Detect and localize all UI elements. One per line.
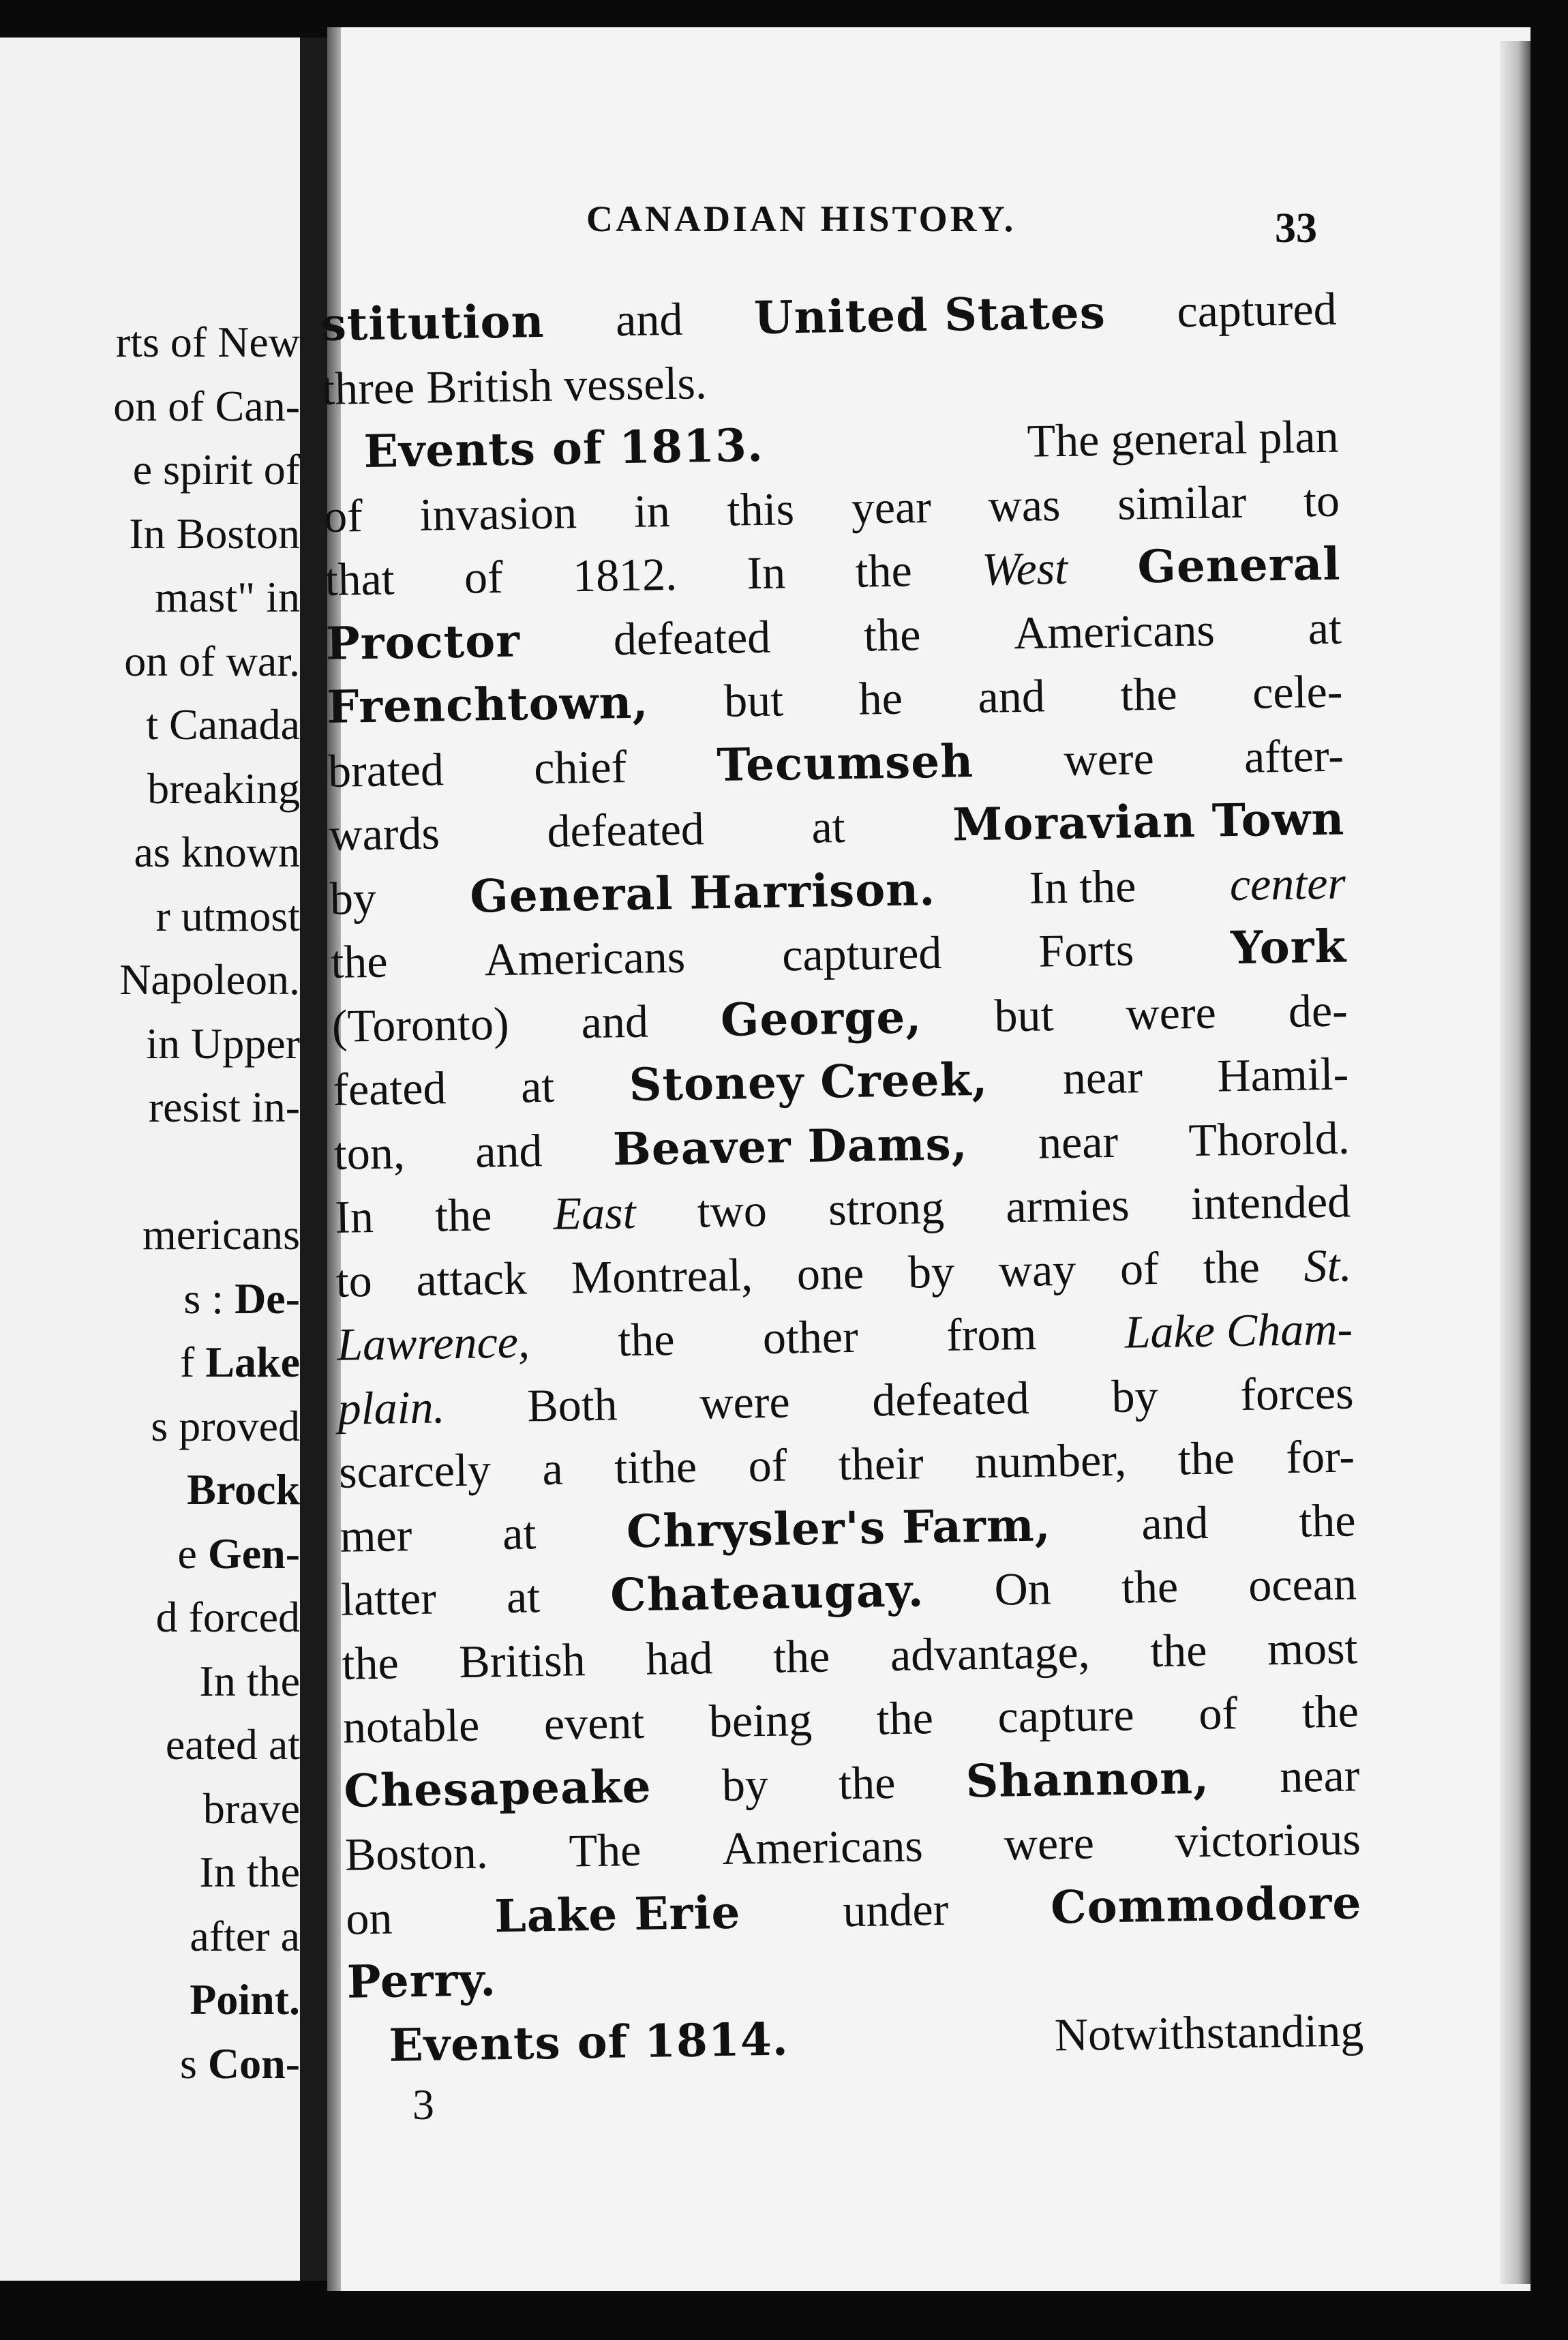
page-edge — [1500, 41, 1531, 2284]
italic-term: Lawrence, — [336, 1315, 530, 1370]
left-line-text: In Boston — [129, 509, 300, 558]
left-line-text: r utmost — [155, 891, 300, 940]
bold-term: Moravian Town — [952, 792, 1345, 852]
left-line-text: s proved — [151, 1401, 300, 1450]
word: Montreal, — [571, 1248, 753, 1303]
bold-term: Perry. — [346, 1953, 497, 2009]
left-line-text: e — [177, 1529, 208, 1578]
bold-term: Events of 1813. — [363, 418, 764, 479]
word: and — [615, 292, 683, 346]
bold-term: General Harrison. — [469, 862, 936, 923]
word: at — [502, 1506, 537, 1559]
word: being — [708, 1693, 813, 1747]
left-page-line — [0, 1139, 300, 1203]
signature-mark: 3 — [412, 2080, 434, 2129]
left-page-line — [0, 438, 300, 502]
word: on — [345, 1891, 393, 1945]
word: the — [1121, 1560, 1179, 1613]
bold-term: Commodore — [1050, 1875, 1362, 1934]
word: defeated — [871, 1371, 1030, 1426]
word: the — [330, 935, 389, 988]
word: the — [1119, 668, 1178, 721]
left-line-text: in Upper — [146, 1019, 300, 1068]
bold-term: Beaver Dams, — [612, 1116, 969, 1175]
word: Thorold. — [1188, 1111, 1351, 1166]
word: year — [851, 480, 932, 534]
word: British — [458, 1633, 586, 1687]
word: to — [335, 1254, 373, 1307]
left-page-line — [0, 1585, 300, 1649]
word: event — [543, 1696, 645, 1750]
left-page-line — [0, 1904, 300, 1968]
word: were — [1004, 1816, 1095, 1870]
word: for- — [1285, 1430, 1355, 1483]
word: after- — [1243, 729, 1344, 783]
word: were — [1125, 986, 1217, 1040]
left-page-line — [0, 1968, 300, 2032]
word: the — [617, 1313, 676, 1366]
left-page-line — [0, 1777, 300, 1841]
left-page-line — [0, 310, 300, 374]
word: and — [1141, 1496, 1209, 1549]
left-line-bold-text: Gen- — [207, 1529, 300, 1578]
word: their — [838, 1437, 924, 1490]
bold-term: Chesapeake — [343, 1759, 652, 1818]
word: de- — [1288, 983, 1348, 1037]
left-line-bold-text: Brock — [187, 1465, 300, 1514]
left-line-bold-text: De- — [235, 1274, 300, 1323]
word: victorious — [1175, 1812, 1361, 1867]
left-line-text: f — [180, 1338, 206, 1386]
word: to — [1303, 474, 1340, 526]
word: the — [434, 1188, 492, 1242]
left-line-text: s — [179, 2039, 208, 2088]
left-page-line — [0, 374, 300, 438]
left-line-text: t Canada — [146, 700, 300, 749]
word: Americans — [721, 1819, 924, 1875]
left-line-text: as known — [134, 828, 300, 876]
word: tithe — [614, 1440, 697, 1494]
word: intended — [1190, 1175, 1351, 1230]
word: latter — [340, 1572, 437, 1625]
italic-term: center — [1229, 856, 1346, 910]
word: defeated — [613, 610, 771, 665]
left-line-bold-text: Point. — [190, 1975, 300, 2024]
bold-term: Proctor — [325, 613, 521, 670]
word: the — [1177, 1432, 1235, 1485]
word: were — [699, 1375, 791, 1428]
left-line-text: on of Can- — [113, 381, 300, 430]
bold-term: George, — [720, 989, 922, 1047]
word: the — [1301, 1685, 1359, 1738]
bold-term: Stoney Creek, — [629, 1052, 989, 1112]
bold-term: General — [1136, 537, 1342, 594]
left-page-line — [0, 1330, 300, 1394]
bold-term: Events of 1814. — [388, 2012, 789, 2072]
word: wards — [328, 807, 440, 860]
italic-term: plain. — [337, 1380, 446, 1435]
left-page — [0, 38, 300, 2281]
word: near — [1038, 1115, 1119, 1169]
left-line-text: breaking — [147, 764, 300, 813]
word: had — [645, 1631, 713, 1685]
word: of — [323, 489, 363, 542]
word: the — [772, 1630, 830, 1683]
word: In — [746, 546, 786, 599]
word: near — [1062, 1051, 1143, 1105]
word: by — [721, 1758, 769, 1811]
word: at — [520, 1060, 555, 1113]
word: way — [998, 1243, 1076, 1297]
word: of — [464, 550, 504, 603]
italic-term: Lake Cham- — [1124, 1302, 1353, 1358]
word: of — [1119, 1242, 1160, 1295]
word: ton, — [333, 1126, 406, 1180]
word: feated — [332, 1062, 447, 1115]
word: Americans — [483, 930, 686, 986]
left-line-text: In the — [199, 1656, 300, 1705]
word: On — [994, 1562, 1052, 1615]
word: by — [1111, 1369, 1159, 1422]
word: the — [876, 1692, 934, 1745]
word: In the — [1029, 859, 1136, 914]
word: the — [1202, 1240, 1261, 1293]
word: Forts — [1038, 923, 1134, 977]
word: the — [838, 1756, 896, 1809]
word: under — [842, 1882, 949, 1936]
bold-term: United States — [753, 285, 1106, 345]
left-page-line — [0, 948, 300, 1012]
word: forces — [1239, 1366, 1355, 1420]
word: at — [1308, 601, 1342, 654]
left-page-line — [0, 2032, 300, 2096]
left-page-line — [0, 565, 300, 629]
word: that — [325, 552, 395, 605]
left-line-text: e spirit of — [132, 445, 300, 494]
word: Americans — [1013, 603, 1216, 659]
left-page-line — [0, 1267, 300, 1331]
word: mer — [340, 1508, 412, 1562]
word: capture — [997, 1688, 1135, 1743]
page-number: 33 — [1275, 205, 1317, 252]
word: but — [993, 988, 1054, 1042]
running-head: CANADIAN HISTORY. — [586, 198, 1016, 239]
bold-term: York — [1230, 919, 1347, 975]
left-line-text: d forced — [155, 1593, 300, 1641]
word: brated — [327, 742, 444, 797]
word: cele- — [1252, 665, 1343, 719]
word: chief — [533, 740, 627, 794]
italic-term: West — [981, 541, 1068, 595]
left-page-text — [0, 310, 300, 2095]
word: the — [341, 1636, 399, 1690]
left-page-line — [0, 1713, 300, 1777]
left-page-line — [0, 884, 300, 948]
word: near — [1279, 1748, 1360, 1802]
word: of — [748, 1439, 787, 1492]
word: of — [1198, 1687, 1238, 1740]
word: Both — [526, 1377, 618, 1431]
left-page-line — [0, 1522, 300, 1586]
left-line-text: Napoleon. — [119, 955, 300, 1004]
word: this — [727, 482, 795, 536]
word: the — [1298, 1493, 1356, 1547]
left-page-line — [0, 1649, 300, 1713]
word: by — [329, 871, 377, 925]
bold-term: Tecumseh — [716, 734, 974, 792]
left-page-line — [0, 1394, 300, 1458]
word: he — [858, 672, 903, 725]
left-line-text: In the — [199, 1848, 300, 1896]
word: Hamil- — [1216, 1047, 1349, 1102]
left-page-line — [0, 502, 300, 566]
left-page-line — [0, 1458, 300, 1522]
left-line-bold-text: Lake — [205, 1338, 300, 1386]
italic-term: East — [553, 1186, 637, 1240]
italic-term: St. — [1303, 1238, 1353, 1292]
bold-term: stitution — [320, 294, 545, 351]
bold-term: Chrysler's Farm, — [626, 1497, 1052, 1558]
bold-term: Lake Erie — [494, 1885, 741, 1942]
left-page-line — [0, 629, 300, 693]
word: but — [723, 674, 784, 727]
word: strong — [828, 1181, 945, 1235]
bold-term: Chateaugay. — [609, 1563, 925, 1622]
word: from — [946, 1307, 1037, 1361]
left-page-line — [0, 1203, 300, 1267]
word: attack — [415, 1251, 528, 1306]
word: number, — [974, 1433, 1127, 1488]
left-line-text: mericans — [142, 1210, 300, 1259]
bold-term: Shannon, — [965, 1750, 1210, 1807]
bold-term: Frenchtown, — [326, 675, 649, 734]
word: captured — [781, 926, 942, 981]
left-line-text: after a — [190, 1911, 300, 1960]
word: two — [697, 1184, 768, 1238]
word: (Toronto) — [331, 997, 510, 1052]
left-line-text: brave — [202, 1784, 300, 1833]
word: Notwithstanding — [1054, 2003, 1364, 2060]
word: The — [569, 1823, 642, 1877]
left-line-text: resist in- — [148, 1083, 300, 1131]
word: invasion — [419, 485, 577, 541]
word: advantage, — [890, 1625, 1091, 1681]
word: by — [907, 1245, 955, 1298]
word: captured — [1176, 282, 1338, 338]
left-page-line — [0, 1840, 300, 1904]
word: most — [1267, 1621, 1358, 1675]
word: other — [762, 1310, 859, 1364]
left-line-text: rts of New — [115, 318, 300, 366]
left-line-text: on of war. — [124, 636, 300, 685]
word: notable — [342, 1698, 480, 1753]
word: scarcely — [338, 1443, 492, 1498]
left-page-line — [0, 757, 300, 821]
left-line-text: eated at — [165, 1720, 300, 1769]
word: the — [863, 608, 921, 661]
word: at — [506, 1570, 541, 1623]
word: the — [854, 544, 913, 597]
word: ocean — [1248, 1557, 1357, 1611]
word: was — [988, 478, 1061, 532]
left-page-line — [0, 820, 300, 884]
word: The general plan — [1027, 410, 1340, 467]
word: Boston. — [344, 1826, 489, 1880]
left-line-text: s : — [183, 1274, 235, 1323]
left-page-line — [0, 1075, 300, 1139]
word: and — [581, 995, 649, 1048]
left-line-bold-text: Con- — [207, 2039, 300, 2088]
word: a — [541, 1442, 564, 1495]
left-page-line — [0, 693, 300, 757]
word: In — [334, 1190, 374, 1243]
word: similar — [1117, 475, 1247, 530]
body-text — [320, 278, 1364, 2078]
word: defeated — [546, 802, 705, 857]
word: one — [796, 1246, 864, 1300]
word: three British vessels. — [321, 356, 708, 415]
word: at — [811, 800, 846, 853]
word: and — [977, 670, 1046, 723]
word: and — [474, 1124, 543, 1178]
word: armies — [1005, 1178, 1130, 1233]
word: 1812. — [572, 548, 678, 602]
word: in — [633, 484, 671, 537]
word: were — [1063, 732, 1155, 785]
left-line-text: mast" in — [155, 573, 300, 621]
word: the — [1149, 1623, 1207, 1677]
left-page-line — [0, 1012, 300, 1076]
